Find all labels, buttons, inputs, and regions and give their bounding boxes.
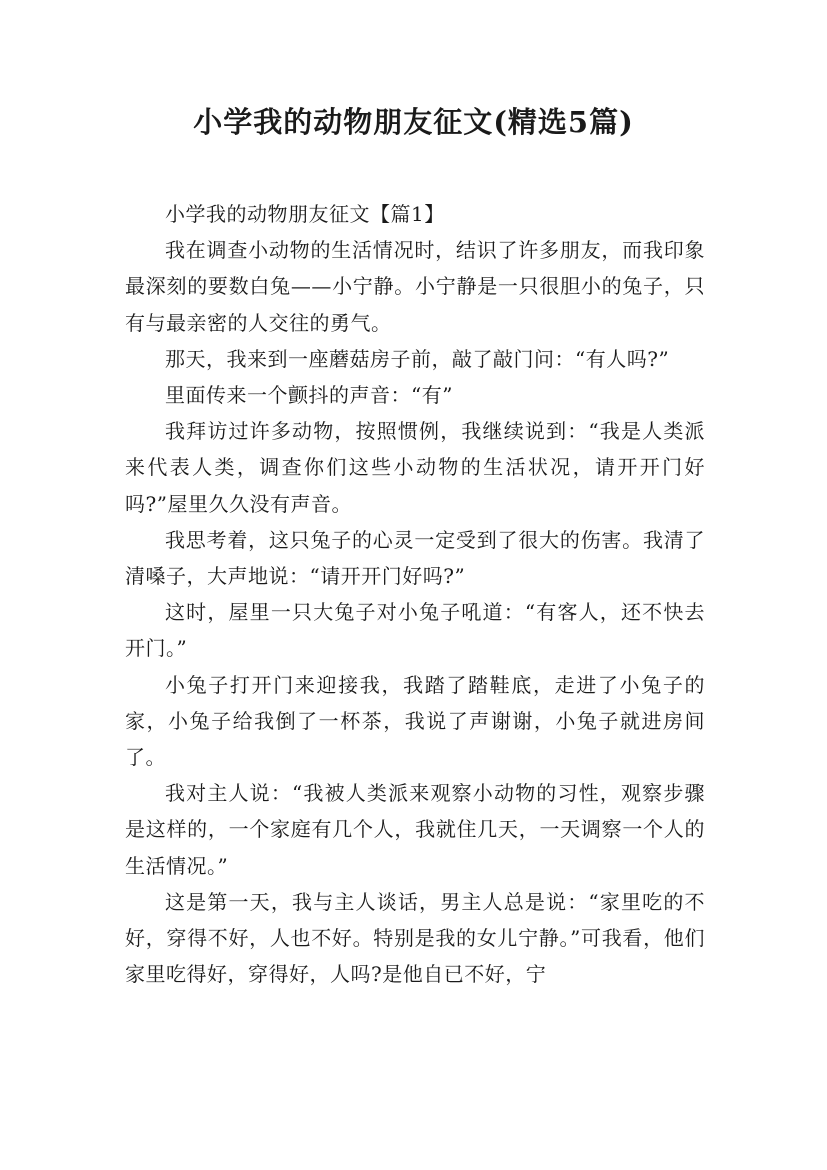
paragraph: 我在调查小动物的生活情况时，结识了许多朋友，而我印象最深刻的要数白兔——小宁静。小宁静是一只很胆小的兔子，只有与最亲密的人交往的勇气。 [125,238,705,335]
document-body [125,196,705,992]
paragraph: 里面传来一个颤抖的声音：“有” [165,383,453,408]
paragraph: 那天，我来到一座蘑菇房子前，敲了敲门问：“有人吗?” [165,346,670,371]
paragraph: 这是第一天，我与主人谈话，男主人总是说：“家里吃的不好，穿得不好，人也不好。特别是我的女儿宁静。”可我看，他们家里吃得好，穿得好，人吗?是他自已不好，宁 [125,889,705,987]
paragraph: 我拜访过许多动物，按照惯例，我继续说到：“我是人类派来代表人类，调查你们这些小动物的生活状况，请开开门好吗?”屋里久久没有声音。 [125,419,705,516]
paragraph: 我思考着，这只兔子的心灵一定受到了很大的伤害。我清了清嗓子，大声地说：“请开开门好吗?” [125,527,705,589]
paragraph: 我对主人说：“我被人类派来观察小动物的习性，观察步骤是这样的，一个家庭有几个人，我就住几天，一天调察一个人的生活情况。” [125,781,705,878]
paragraph: 小兔子打开门来迎接我，我踏了踏鞋底，走进了小兔子的家，小兔子给我倒了一杯茶，我说了声谢谢，小兔子就进房间了。 [125,672,705,770]
paragraph: 这时，屋里一只大兔子对小兔子吼道：“有客人，还不快去开门。” [125,600,705,661]
paragraph-section-heading: 小学我的动物朋友征文【篇1】 [165,202,445,226]
document-title: 小学我的动物朋友征文(精选5篇) [193,105,634,139]
